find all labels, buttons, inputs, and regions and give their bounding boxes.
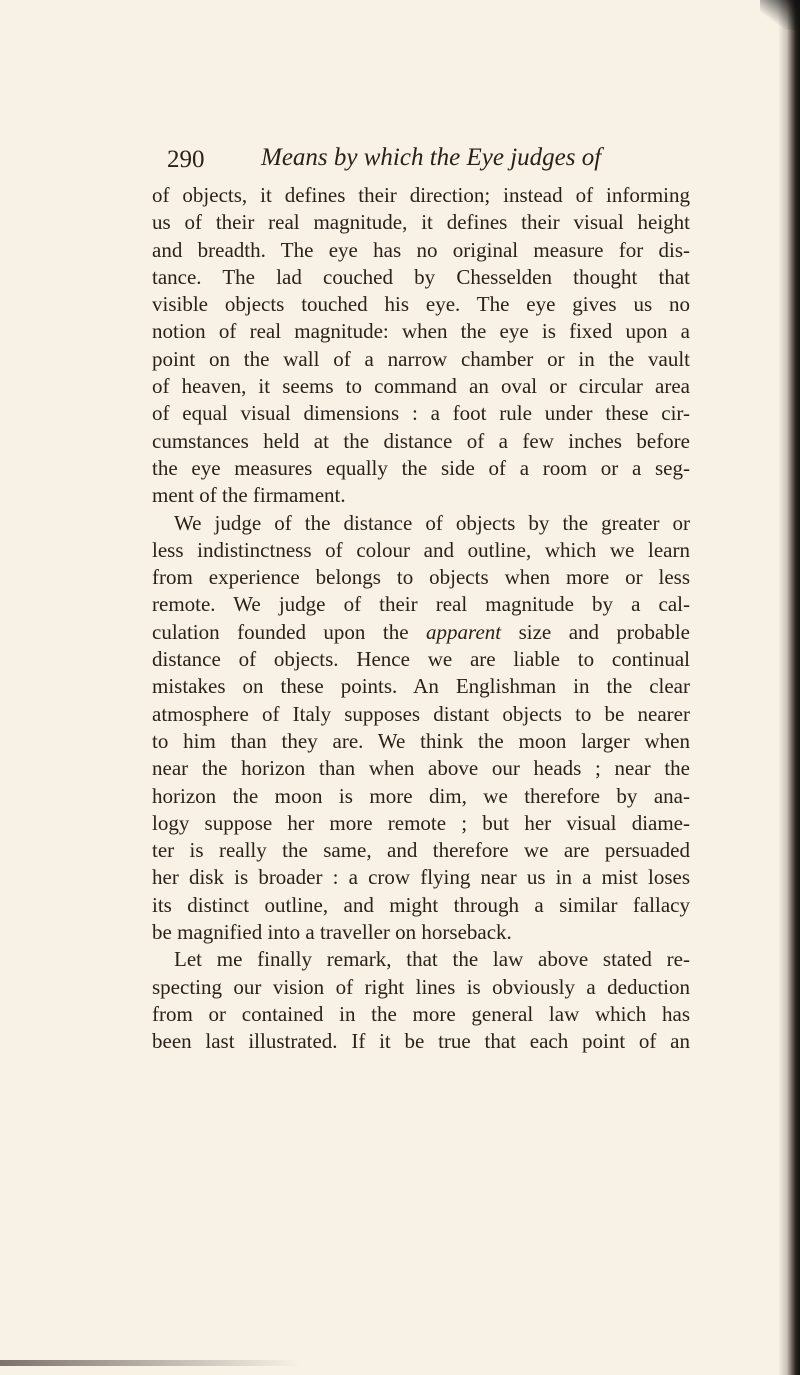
text-line: of heaven, it seems to command an oval or circular area <box>152 374 690 399</box>
bottom-edge-mark <box>0 1360 300 1366</box>
text-line: mistakes on these points. An Englishman in the clear <box>152 674 690 699</box>
text-line: her disk is broader : a crow flying near us in a mist loses <box>152 865 690 890</box>
text-line: of objects, it defines their direction; instead of informing <box>152 183 690 207</box>
body-text <box>152 182 690 1056</box>
text-line: from experience belongs to objects when more or less <box>152 565 690 590</box>
text-line: distance of objects. Hence we are liable to continual <box>152 647 690 672</box>
binding-edge-shadow <box>778 0 800 1375</box>
text-line: notion of real magnitude: when the eye is fixed upon a <box>152 319 690 344</box>
text-line: and breadth. The eye has no original measure for dis- <box>152 237 690 262</box>
text-line: logy suppose her more remote ; but her visual diame- <box>152 810 690 835</box>
text-line: remote. We judge of their real magnitude by a cal- <box>152 592 690 617</box>
text-line: the eye measures equally the side of a room or a seg- <box>152 455 690 480</box>
text-line: specting our vision of right lines is obviously a deduction <box>152 974 690 999</box>
text-line: near the horizon than when above our heads ; near the <box>152 756 690 781</box>
text-line: be magnified into a traveller on horseback. <box>152 920 512 945</box>
page-number: 290 <box>167 146 205 173</box>
text-line: of equal visual dimensions : a foot rule under these cir- <box>152 401 690 426</box>
text-line: horizon the moon is more dim, we therefore by ana- <box>152 783 690 808</box>
text-line: ment of the firmament. <box>152 483 346 508</box>
text-line: Let me finally remark, that the law above stated re- <box>174 947 690 972</box>
text-line: point on the wall of a narrow chamber or in the vault <box>152 346 690 371</box>
text-line: less indistinctness of colour and outline, which we learn <box>152 537 690 562</box>
text-line: its distinct outline, and might through a similar fallacy <box>152 892 690 917</box>
text-line: to him than they are. We think the moon larger when <box>152 728 690 753</box>
page-header <box>167 140 607 180</box>
italic-word: apparent <box>426 619 502 644</box>
text-line: We judge of the distance of objects by the greater or <box>174 510 690 535</box>
text-line: visible objects touched his eye. The eye gives us no <box>152 292 690 317</box>
text-line: tance. The lad couched by Chesselden thought that <box>152 264 690 289</box>
text-line: ter is really the same, and therefore we are persuaded <box>152 838 690 863</box>
running-title: Means by which the Eye judges of <box>261 144 602 171</box>
text-line: been last illustrated. If it be true that each point of an <box>152 1029 690 1054</box>
text-line: atmosphere of Italy supposes distant objects to be nearer <box>152 701 690 726</box>
corner-shadow <box>760 0 800 30</box>
text-line: us of their real magnitude, it defines their visual height <box>152 210 690 235</box>
text-line: from or contained in the more general law which has <box>152 1001 690 1026</box>
text-line: cumstances held at the distance of a few inches before <box>152 428 690 453</box>
text-line: culation founded upon the apparent size and probable <box>152 619 690 644</box>
